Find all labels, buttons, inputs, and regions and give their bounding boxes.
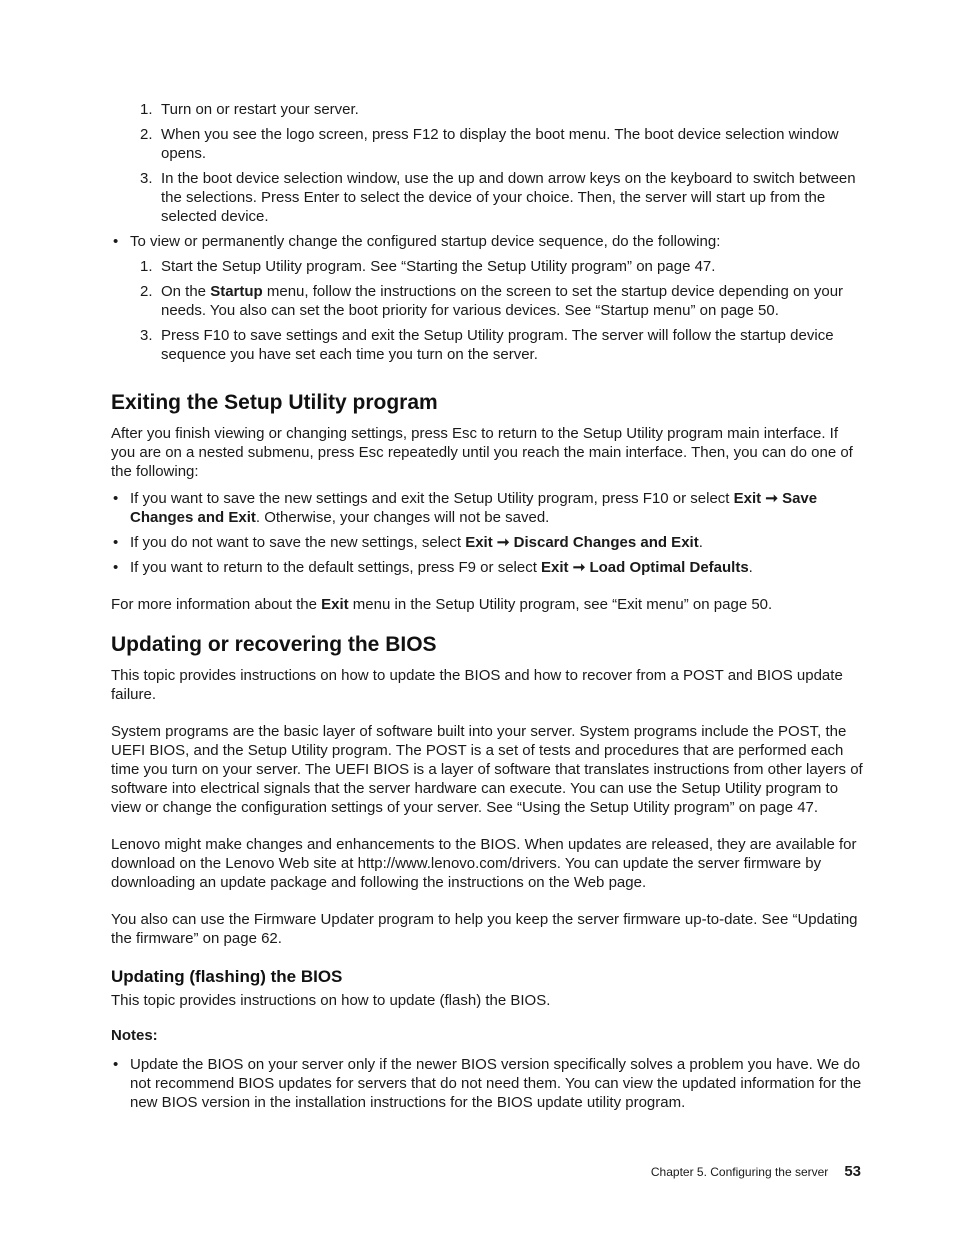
bios-paragraph: This topic provides instructions on how to update the BIOS and how to recover from a POST and BIOS update failure. (111, 667, 843, 703)
bullet-item (111, 232, 863, 251)
bios-paragraph: Lenovo might make changes and enhancements to the BIOS. When updates are released, they are available for download on the Lenovo Web site at http://www.lenovo.com/drivers. You can update the server firmware by downloading an update package and following the instructions on the Web page. (111, 836, 857, 891)
notes-label: Notes: (111, 1027, 158, 1044)
section-heading-exit: Exiting the Setup Utility program (111, 391, 438, 414)
bullet-text-pre: If you want to save the new settings and exit the Setup Utility program, press F10 or select (130, 490, 734, 507)
exit-term: Exit (733, 490, 762, 507)
footer-chapter: Chapter 5. Configuring the server (650, 1165, 829, 1179)
page-number: 53 (844, 1163, 861, 1180)
list-text-pre: On the (161, 283, 211, 300)
exit-intro: After you finish viewing or changing settings, press Esc to return to the Setup Utility program main interface. If you are on a nested submenu, press Esc repeatedly until you reach the main interface. Then, you can do one of the following: (111, 425, 853, 480)
list-item (111, 282, 863, 320)
bullet-item (111, 1055, 863, 1112)
list-number: 3. (140, 327, 153, 344)
page-body (111, 100, 863, 1118)
arrow-right-icon: ➞ (496, 534, 510, 551)
list-number: 2. (140, 283, 153, 300)
bullet-item (111, 533, 863, 552)
list-text: Start the Setup Utility program. See “Starting the Setup Utility program” on page 47. (161, 258, 716, 275)
bios-paragraph: You also can use the Firmware Updater program to help you keep the server firmware up-to-date. See “Updating the firmware” on page 62. (111, 911, 858, 947)
exit-term: Exit (321, 596, 349, 613)
startup-menu-term: Startup (210, 283, 263, 300)
menu-target: Load Optimal Defaults (589, 559, 749, 576)
bullet-text-post: . (748, 559, 753, 576)
list-text: Turn on or restart your server. (161, 101, 359, 118)
bullet-text: Update the BIOS on your server only if the newer BIOS version specifically solves a problem you have. We do not recommend BIOS updates for servers that do not need them. You can view the updated information for the new BIOS version in the installation instructions for the BIOS update utility program. (130, 1056, 862, 1111)
exit-more-info (111, 595, 863, 614)
list-text: In the boot device selection window, use the up and down arrow keys on the keyboard to switch between the selections. Press Enter to select the device of your choice. Then, the server will start up from the selected device. (161, 170, 856, 225)
arrow-right-icon: ➞ (765, 490, 778, 507)
more-pre: For more information about the (111, 596, 322, 613)
bullet-icon: • (113, 490, 119, 507)
bullet-icon: • (113, 233, 119, 250)
list-number: 3. (140, 170, 153, 187)
flash-paragraph: This topic provides instructions on how to update (flash) the BIOS. (111, 992, 551, 1009)
list-item (111, 169, 863, 226)
bullet-item (111, 558, 863, 577)
bullet-text-pre: If you want to return to the default settings, press F9 or select (130, 559, 542, 576)
bullet-text-post: . (698, 534, 703, 551)
list-item (111, 326, 863, 364)
bullet-text-post: . Otherwise, your changes will not be saved. (255, 509, 550, 526)
list-text-post: menu, follow the instructions on the screen to set the startup device depending on your needs. You also can set the boot priority for various devices. See “Startup menu” on page 50. (161, 283, 844, 319)
more-post: menu in the Setup Utility program, see “Exit menu” on page 50. (348, 596, 773, 613)
menu-target: Save Changes and Exit (130, 490, 818, 526)
list-number: 2. (140, 126, 153, 143)
bios-paragraph: System programs are the basic layer of software built into your server. System programs include the POST, the UEFI BIOS, and the Setup Utility program. The POST is a set of tests and procedures that are performed each time you turn on your server. The UEFI BIOS is a layer of software that translates instructions from other layers of software into electrical signals that the server hardware can execute. You can use the Setup Utility program to view or change the configuration settings of your server. See “Using the Setup Utility program” on page 47. (111, 723, 863, 816)
section-heading-flash: Updating (flashing) the BIOS (111, 967, 343, 986)
page-footer (651, 1163, 861, 1180)
arrow-right-icon: ➞ (572, 559, 586, 576)
bullet-text: To view or permanently change the configured startup device sequence, do the following: (130, 233, 721, 250)
bullet-icon: • (113, 559, 119, 576)
list-item (111, 257, 863, 276)
exit-term: Exit (465, 534, 493, 551)
list-item (111, 100, 863, 119)
section-heading-bios: Updating or recovering the BIOS (111, 633, 437, 656)
bullet-icon: • (113, 534, 119, 551)
menu-target: Discard Changes and Exit (513, 534, 699, 551)
bullet-icon: • (113, 1056, 119, 1073)
list-number: 1. (140, 258, 153, 275)
list-number: 1. (140, 101, 153, 118)
list-item (111, 125, 863, 163)
list-text: When you see the logo screen, press F12 to display the boot menu. The boot device selection window opens. (161, 126, 839, 162)
exit-term: Exit (541, 559, 569, 576)
bullet-item (111, 489, 863, 527)
list-text: Press F10 to save settings and exit the Setup Utility program. The server will follow the startup device sequence you have set each time you turn on the server. (161, 327, 834, 363)
bullet-text-pre: If you do not want to save the new settings, select (130, 534, 466, 551)
